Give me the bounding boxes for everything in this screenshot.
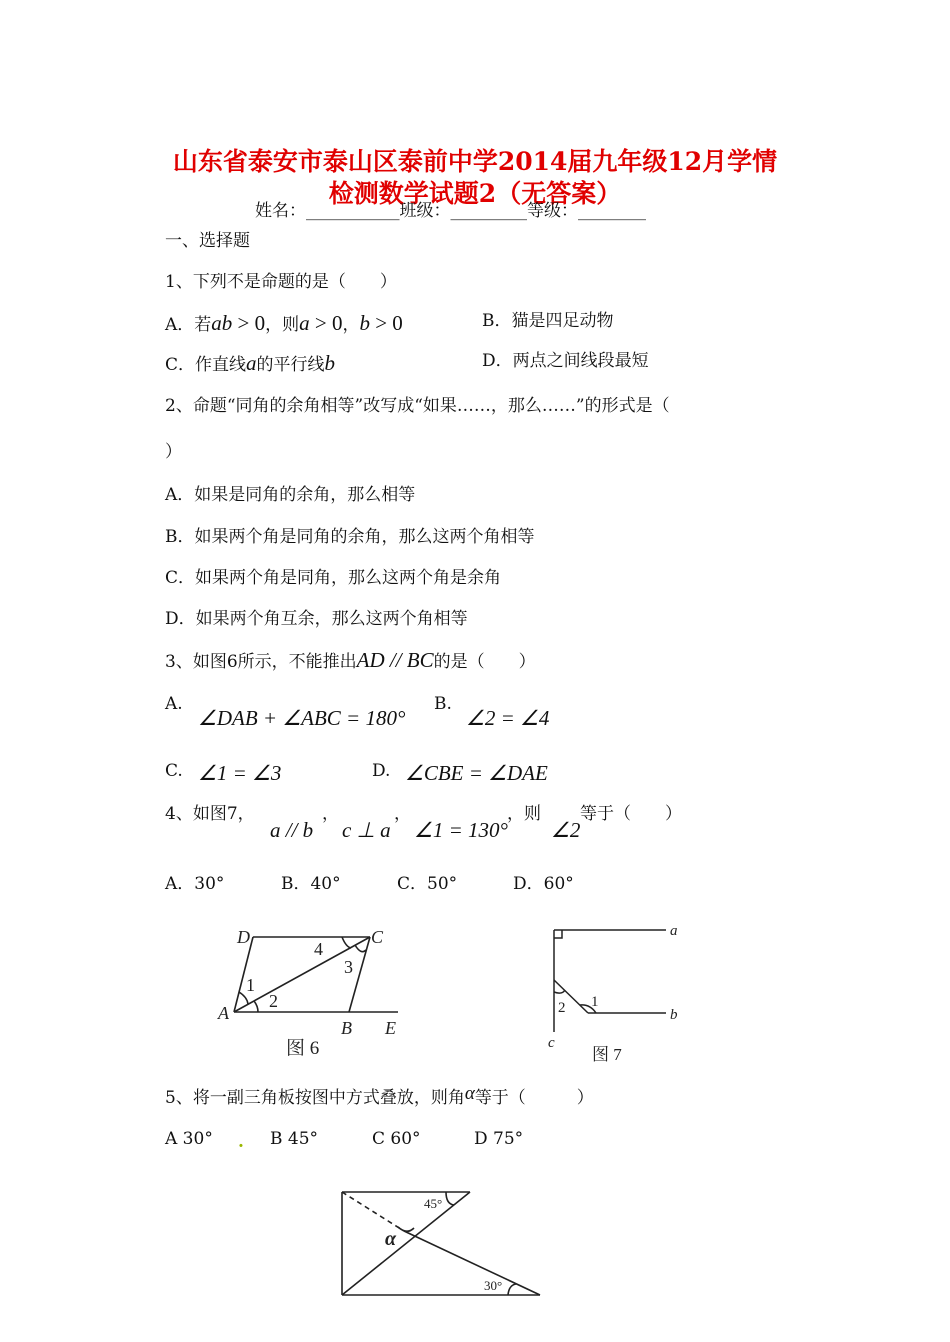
q3-option-c-label: C. xyxy=(165,761,183,781)
fig6-label-d: D xyxy=(237,927,250,947)
q3-stem-math: AD // BC xyxy=(356,648,434,672)
q2-option-a: A．如果是同角的余角，那么相等 xyxy=(165,485,416,505)
q5-stem-prefix: 5、将一副三角板按图中方式叠放，则角 xyxy=(165,1088,465,1108)
q4-math-angle1: ∠1 = 130° xyxy=(414,818,508,842)
fig8-arc-45 xyxy=(446,1192,454,1205)
fig8-hypotenuse-45 xyxy=(342,1192,470,1295)
q4-option-d: D．60° xyxy=(513,874,574,894)
fig6-label-4: 4 xyxy=(314,939,323,959)
q1-c-mid: 的平行线 xyxy=(256,355,325,375)
q5-stem xyxy=(165,1083,594,1108)
q3-stem xyxy=(165,650,536,671)
q5-option-a: A 30° xyxy=(165,1129,213,1149)
q3-option-a-label: A. xyxy=(165,694,183,714)
q4-stem-suffix: 等于（ ） xyxy=(580,804,682,824)
fig6-arc-angle2 xyxy=(254,1001,258,1012)
fig7-label-c: c xyxy=(548,1035,555,1051)
q5-option-c: C 60° xyxy=(372,1129,421,1149)
fig6-arc-angle3 xyxy=(355,945,366,952)
q4-sep1: ， xyxy=(322,804,339,824)
q1-a-mid2: ， xyxy=(342,315,360,335)
q4-math-angle2: ∠2 xyxy=(551,818,581,842)
q1-a-mid1: ，则 xyxy=(265,315,300,335)
q4-sep2: ， xyxy=(394,804,411,824)
figure-triangles xyxy=(330,1180,550,1300)
q4-option-a: A．30° xyxy=(165,874,225,894)
doc-title-line2: 检测数学试题2（无答案） xyxy=(328,179,622,208)
q3-option-b-math: ∠2 = ∠4 xyxy=(466,706,550,730)
q1-c-math2: b xyxy=(324,351,336,375)
q1-a-math2b: > 0 xyxy=(309,311,343,335)
q1-option-a xyxy=(165,313,403,334)
q1-option-d: D．两点之间线段最短 xyxy=(482,351,649,371)
q4-option-b: B．40° xyxy=(281,874,341,894)
q2-option-c: C．如果两个角是同角，那么这两个角是余角 xyxy=(165,568,502,588)
fig8-hypotenuse-30-solid xyxy=(404,1231,540,1295)
q1-option-b: B．猫是四足动物 xyxy=(482,311,614,331)
q5-stem-suffix: 等于（ ） xyxy=(474,1088,594,1108)
fig8-label-45: 45° xyxy=(424,1196,443,1211)
fig8-label-30: 30° xyxy=(484,1278,503,1293)
fig8-label-alpha: α xyxy=(385,1228,397,1250)
q4-mid: ，则 xyxy=(507,804,541,824)
q1-a-math1b: > 0 xyxy=(232,311,266,335)
fig7-label-2: 2 xyxy=(558,1000,566,1016)
q2-option-d: D．如果两个角互余，那么这两个角相等 xyxy=(165,609,468,629)
section-heading: 一、选择题 xyxy=(165,231,250,251)
fig6-label-c: C xyxy=(371,927,384,947)
q3-option-a-math: ∠DAB + ∠ABC = 180° xyxy=(198,706,406,730)
figure-6 xyxy=(210,920,410,1065)
fig8-arc-alpha xyxy=(398,1227,414,1231)
q1-option-c xyxy=(165,353,335,374)
fig7-caption: 图 7 xyxy=(592,1045,622,1064)
q1-stem: 1、下列不是命题的是（ ） xyxy=(165,272,397,292)
q4-stem-prefix: 4、如图7， xyxy=(165,804,255,824)
q4-option-c: C．50° xyxy=(397,874,458,894)
fig6-label-b: B xyxy=(341,1018,352,1038)
fig7-arc-angle2 xyxy=(554,990,565,993)
q1-a-prefix: A．若 xyxy=(165,315,212,335)
doc-title-line1: 山东省泰安市泰山区泰前中学2014届九年级12月学情 xyxy=(172,147,778,176)
fig7-right-angle-mark xyxy=(554,930,562,938)
q1-a-math1: ab xyxy=(211,311,233,335)
q2-option-b: B．如果两个角是同角的余角，那么这两个角相等 xyxy=(165,527,535,547)
fig6-label-e: E xyxy=(385,1018,396,1038)
fig7-label-1: 1 xyxy=(591,994,599,1010)
q2-stem: 2、命题“同角的余角相等”改写成“如果……，那么……”的形式是（ xyxy=(165,396,670,416)
q5-dot: . xyxy=(238,1132,244,1152)
q1-c-math1: a xyxy=(246,351,257,375)
fig6-label-1: 1 xyxy=(246,975,255,995)
q1-a-math2: a xyxy=(299,311,310,335)
fig8-hypotenuse-30-dashed xyxy=(342,1192,404,1231)
q4-math-perp: c ⊥ a xyxy=(342,818,391,842)
figure-7 xyxy=(540,920,690,1070)
q3-option-d-math: ∠CBE = ∠DAE xyxy=(405,761,548,785)
q4-math-parallel: a // b xyxy=(270,818,314,842)
q1-a-math3: b xyxy=(359,311,370,335)
q5-alpha: α xyxy=(464,1083,475,1104)
student-info-line: 姓名：___________班级：_________等级：________ xyxy=(255,201,646,221)
fig6-label-3: 3 xyxy=(344,957,353,977)
fig7-label-a: a xyxy=(670,923,678,939)
fig6-arc-angle4 xyxy=(342,937,351,948)
q3-option-c-math: ∠1 = ∠3 xyxy=(198,761,282,785)
q1-a-math3b: > 0 xyxy=(369,311,403,335)
fig6-label-a: A xyxy=(218,1003,229,1023)
q3-option-b-label: B. xyxy=(434,694,452,714)
q2-stem-end: ） xyxy=(165,442,182,462)
q3-option-d-label: D. xyxy=(372,761,391,781)
q3-stem-prefix: 3、如图6所示，不能推出 xyxy=(165,652,357,672)
fig7-label-b: b xyxy=(670,1007,678,1023)
q3-stem-suffix: 的是（ ） xyxy=(433,652,536,672)
fig6-label-2: 2 xyxy=(269,991,278,1011)
q5-option-d: D 75° xyxy=(474,1129,524,1149)
fig8-arc-30 xyxy=(508,1284,516,1295)
q1-c-prefix: C．作直线 xyxy=(165,355,247,375)
q5-option-b: B 45° xyxy=(270,1129,319,1149)
fig6-caption: 图 6 xyxy=(286,1038,320,1059)
